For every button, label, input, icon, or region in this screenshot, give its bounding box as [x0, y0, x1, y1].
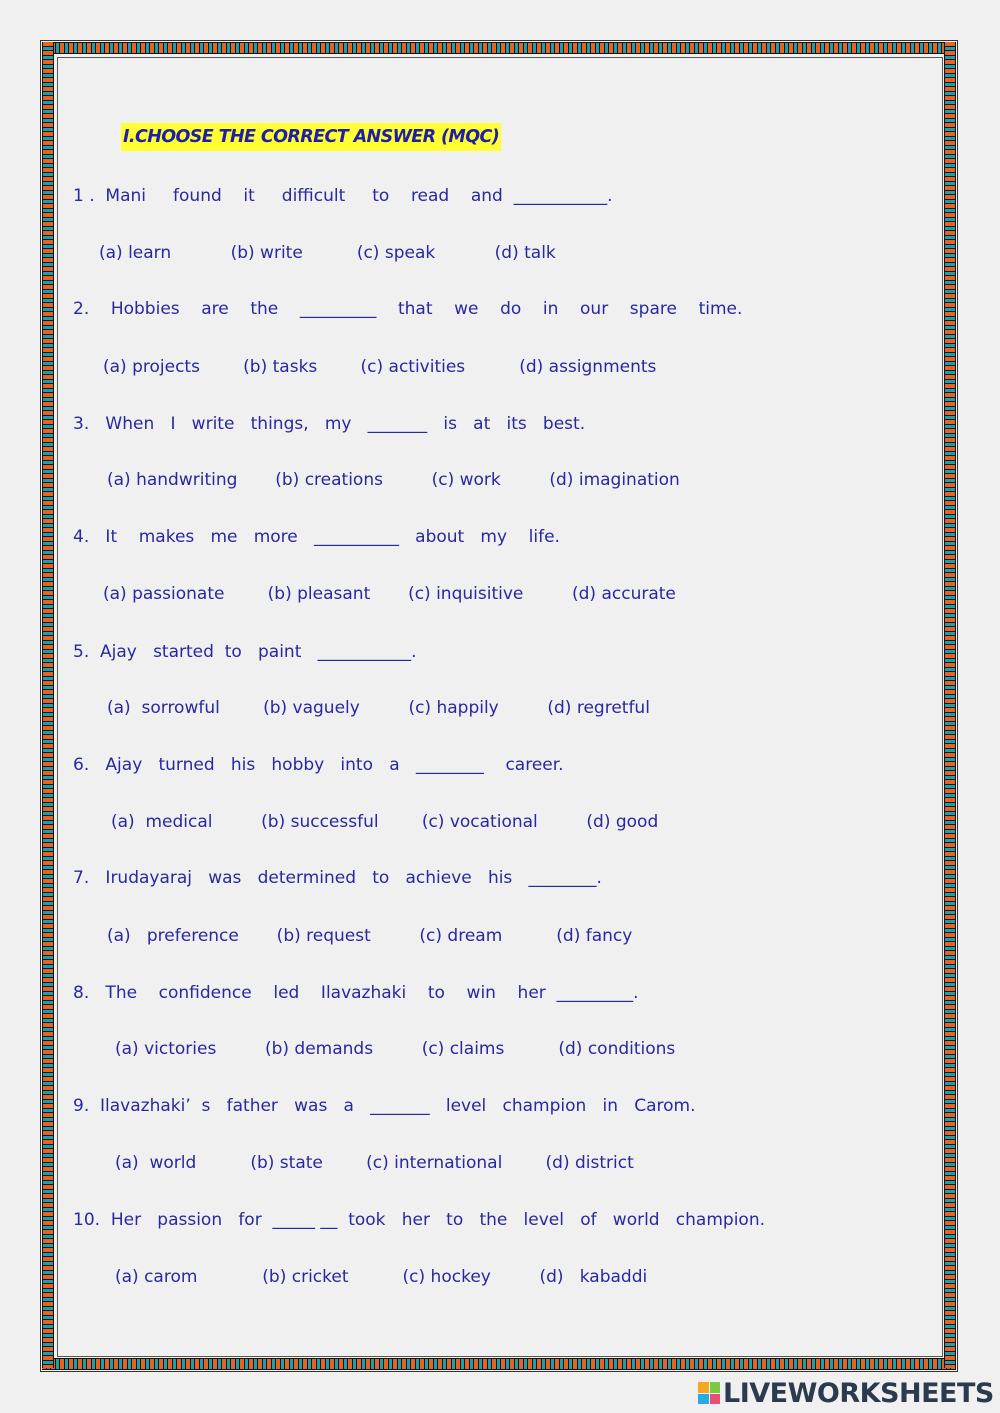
- options-3: (a) handwriting (b) creations (c) work (d) imagination: [107, 470, 680, 490]
- liveworksheets-mark-icon: [698, 1382, 720, 1404]
- logo-text: LIVEWORKSHEETS: [723, 1377, 994, 1409]
- question-10: 10. Her passion for _____ __ took her to the level of world champion.: [73, 1210, 766, 1230]
- question-2: 2. Hobbies are the _________ that we do in our spare time.: [73, 299, 743, 319]
- question-7: 7. Irudayaraj was determined to achieve his ________.: [73, 868, 602, 888]
- decorative-border-right: [944, 42, 956, 1368]
- question-1: 1 . Mani found it difficult to read and ___________.: [73, 186, 613, 206]
- liveworksheets-logo[interactable]: [698, 1378, 994, 1408]
- options-7: (a) preference (b) request (c) dream (d) fancy: [107, 926, 633, 946]
- options-5: (a) sorrowful (b) vaguely (c) happily (d) regretful: [107, 698, 650, 718]
- options-2: (a) projects (b) tasks (c) activities (d) assignments: [103, 357, 657, 377]
- decorative-border-left: [42, 42, 54, 1368]
- question-4: 4. It makes me more __________ about my life.: [73, 527, 560, 547]
- question-3: 3. When I write things, my _______ is at its best.: [73, 414, 586, 434]
- decorative-border-bottom: [42, 1358, 956, 1370]
- question-5: 5. Ajay started to paint ___________.: [73, 642, 417, 662]
- options-8: (a) victories (b) demands (c) claims (d) conditions: [115, 1039, 676, 1059]
- decorative-border-top: [42, 42, 956, 54]
- question-8: 8. The confidence led Ilavazhaki to win her _________.: [73, 983, 639, 1003]
- options-9: (a) world (b) state (c) international (d) district: [115, 1153, 634, 1173]
- options-1: (a) learn (b) write (c) speak (d) talk: [99, 243, 556, 263]
- options-10: (a) carom (b) cricket (c) hockey (d) kabaddi: [115, 1267, 648, 1287]
- question-9: 9. Ilavazhaki’ s father was a _______ level champion in Carom.: [73, 1096, 696, 1116]
- options-6: (a) medical (b) successful (c) vocational (d) good: [111, 812, 659, 832]
- options-4: (a) passionate (b) pleasant (c) inquisitive (d) accurate: [103, 584, 676, 604]
- question-6: 6. Ajay turned his hobby into a ________ career.: [73, 755, 564, 775]
- section-heading: I.CHOOSE THE CORRECT ANSWER (MQC): [121, 123, 501, 151]
